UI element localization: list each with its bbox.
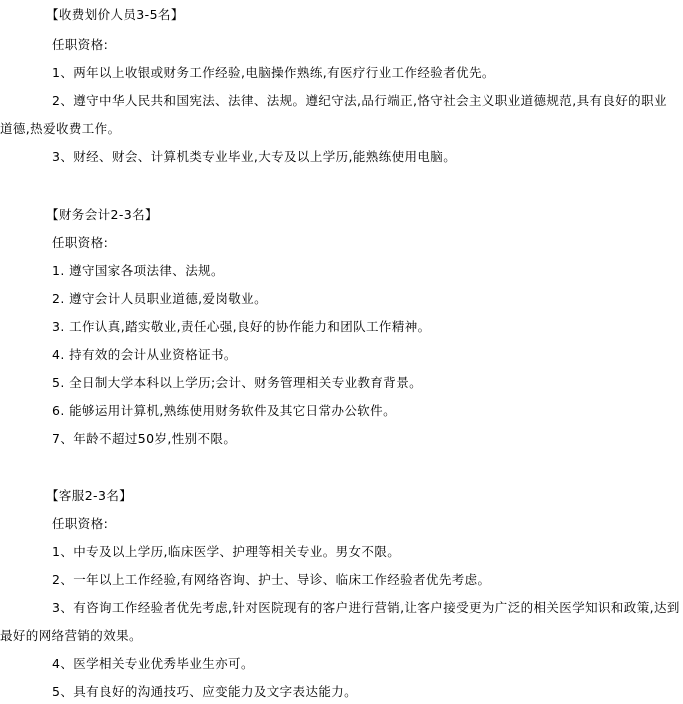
requirement-item: 4、医学相关专业优秀毕业生亦可。 <box>52 656 254 671</box>
section-heading-customer-service: 【客服2-3名】 <box>46 488 133 503</box>
requirement-item: 7、年龄不超过50岁,性别不限。 <box>52 431 237 446</box>
qualification-label: 任职资格: <box>52 516 109 531</box>
requirement-item: 1. 遵守国家各项法律、法规。 <box>52 263 224 278</box>
requirement-item: 4. 持有效的会计从业资格证书。 <box>52 347 237 362</box>
section-heading-accountant: 【财务会计2-3名】 <box>46 207 158 222</box>
qualification-label: 任职资格: <box>52 37 109 52</box>
requirement-item: 3. 工作认真,踏实敬业,责任心强,良好的协作能力和团队工作精神。 <box>52 319 431 334</box>
requirement-item: 6. 能够运用计算机,熟练使用财务软件及其它日常办公软件。 <box>52 403 396 418</box>
requirement-item: 3、财经、财会、计算机类专业毕业,大专及以上学历,能熟练使用电脑。 <box>52 149 457 164</box>
requirement-item: 2. 遵守会计人员职业道德,爱岗敬业。 <box>52 291 267 306</box>
qualification-label: 任职资格: <box>52 235 109 250</box>
requirement-item: 5. 全日制大学本科以上学历;会计、财务管理相关专业教育背景。 <box>52 375 423 390</box>
section-heading-cashier: 【收费划价人员3-5名】 <box>46 7 184 22</box>
requirement-item: 3、有咨询工作经验者优先考虑,针对医院现有的客户进行营销,让客户接受更为广泛的相关医学知识和政策,达到最好的网络营销的效果。 <box>0 600 680 643</box>
requirement-item: 2、遵守中华人民共和国宪法、法律、法规。遵纪守法,品行端正,恪守社会主义职业道德规范,具有良好的职业道德,热爱收费工作。 <box>0 93 667 136</box>
requirement-item: 1、中专及以上学历,临床医学、护理等相关专业。男女不限。 <box>52 544 401 559</box>
requirement-item: 5、具有良好的沟通技巧、应变能力及文字表达能力。 <box>52 684 358 699</box>
requirement-item: 2、一年以上工作经验,有网络咨询、护士、导诊、临床工作经验者优先考虑。 <box>52 572 491 587</box>
requirement-item: 1、两年以上收银或财务工作经验,电脑操作熟练,有医疗行业工作经验者优先。 <box>52 65 495 80</box>
